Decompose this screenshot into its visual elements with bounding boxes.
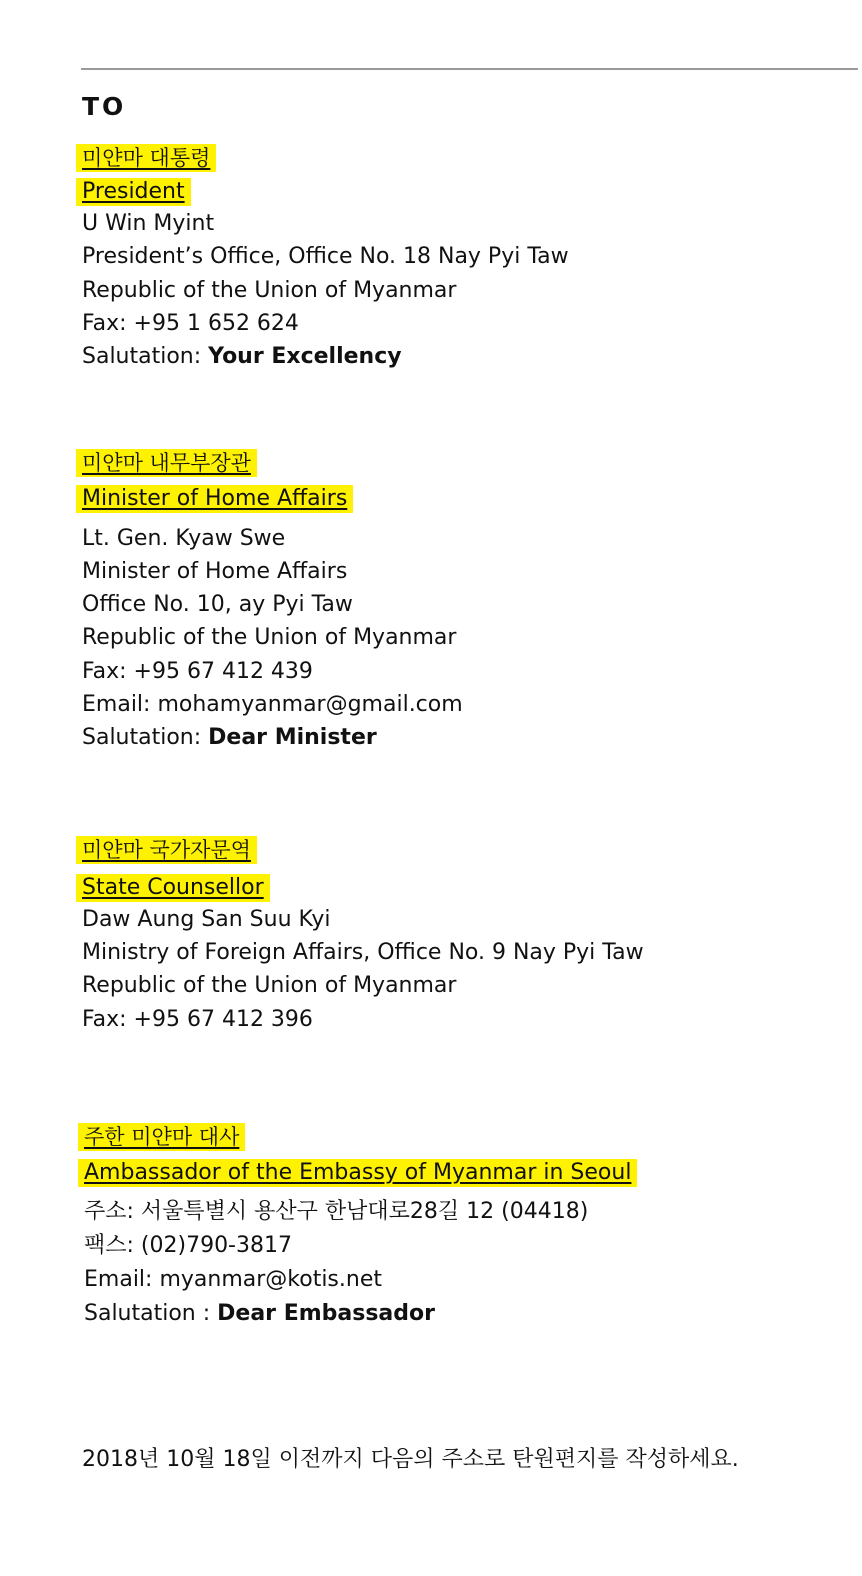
salutation-line [82,342,402,372]
contact-line: Fax: +95 67 412 396 [82,1007,313,1032]
salutation-line [84,1299,435,1329]
korean-title-highlight: 미얀마 대통령 [76,144,216,172]
english-title-highlight: President [76,178,191,206]
contact-line: Republic of the Union of Myanmar [82,625,457,650]
korean-title-highlight: 미얀마 내무부장관 [76,449,257,477]
contact-line: Fax: +95 1 652 624 [82,311,299,336]
salutation-prefix: Salutation: [82,344,209,369]
contact-line: Minister of Home Affairs [82,559,348,584]
salutation-text: Dear Minister [208,725,377,750]
contact-line: Ministry of Foreign Affairs, Office No. 9 Nay Pyi Taw [82,940,644,965]
english-title-highlight: State Counsellor [76,874,270,902]
top-divider [81,68,858,70]
korean-title-highlight: 미얀마 국가자문역 [76,836,257,864]
salutation-line [82,723,377,753]
contact-line: 주소: 서울특별시 용산구 한남대로28길 12 (04418) [84,1199,589,1224]
salutation-text: Your Excellency [208,344,402,369]
english-title-highlight: Ambassador of the Embassy of Myanmar in Seoul [78,1159,637,1187]
contact-line: President’s Office, Office No. 18 Nay Pyi Taw [82,244,569,269]
contact-line: Lt. Gen. Kyaw Swe [82,526,286,551]
contact-line: 팩스: (02)790-3817 [84,1233,292,1258]
salutation-text: Dear Embassador [217,1301,435,1326]
salutation-prefix: Salutation : [84,1301,218,1326]
korean-title-highlight: 주한 미얀마 대사 [78,1123,245,1151]
to-heading: TO [82,92,127,121]
deadline-note: 2018년 10월 18일 이전까지 다음의 주소로 탄원편지를 작성하세요. [82,1447,739,1472]
contact-line: Office No. 10, ay Pyi Taw [82,592,353,617]
contact-line: Email: myanmar@kotis.net [84,1267,382,1292]
contact-line: Email: mohamyanmar@gmail.com [82,692,463,717]
contact-line: Daw Aung San Suu Kyi [82,907,331,932]
contact-line: U Win Myint [82,211,215,236]
salutation-prefix: Salutation: [82,725,209,750]
contact-line: Republic of the Union of Myanmar [82,973,457,998]
contact-line: Republic of the Union of Myanmar [82,278,457,303]
contact-line: Fax: +95 67 412 439 [82,659,313,684]
english-title-highlight: Minister of Home Affairs [76,485,353,513]
